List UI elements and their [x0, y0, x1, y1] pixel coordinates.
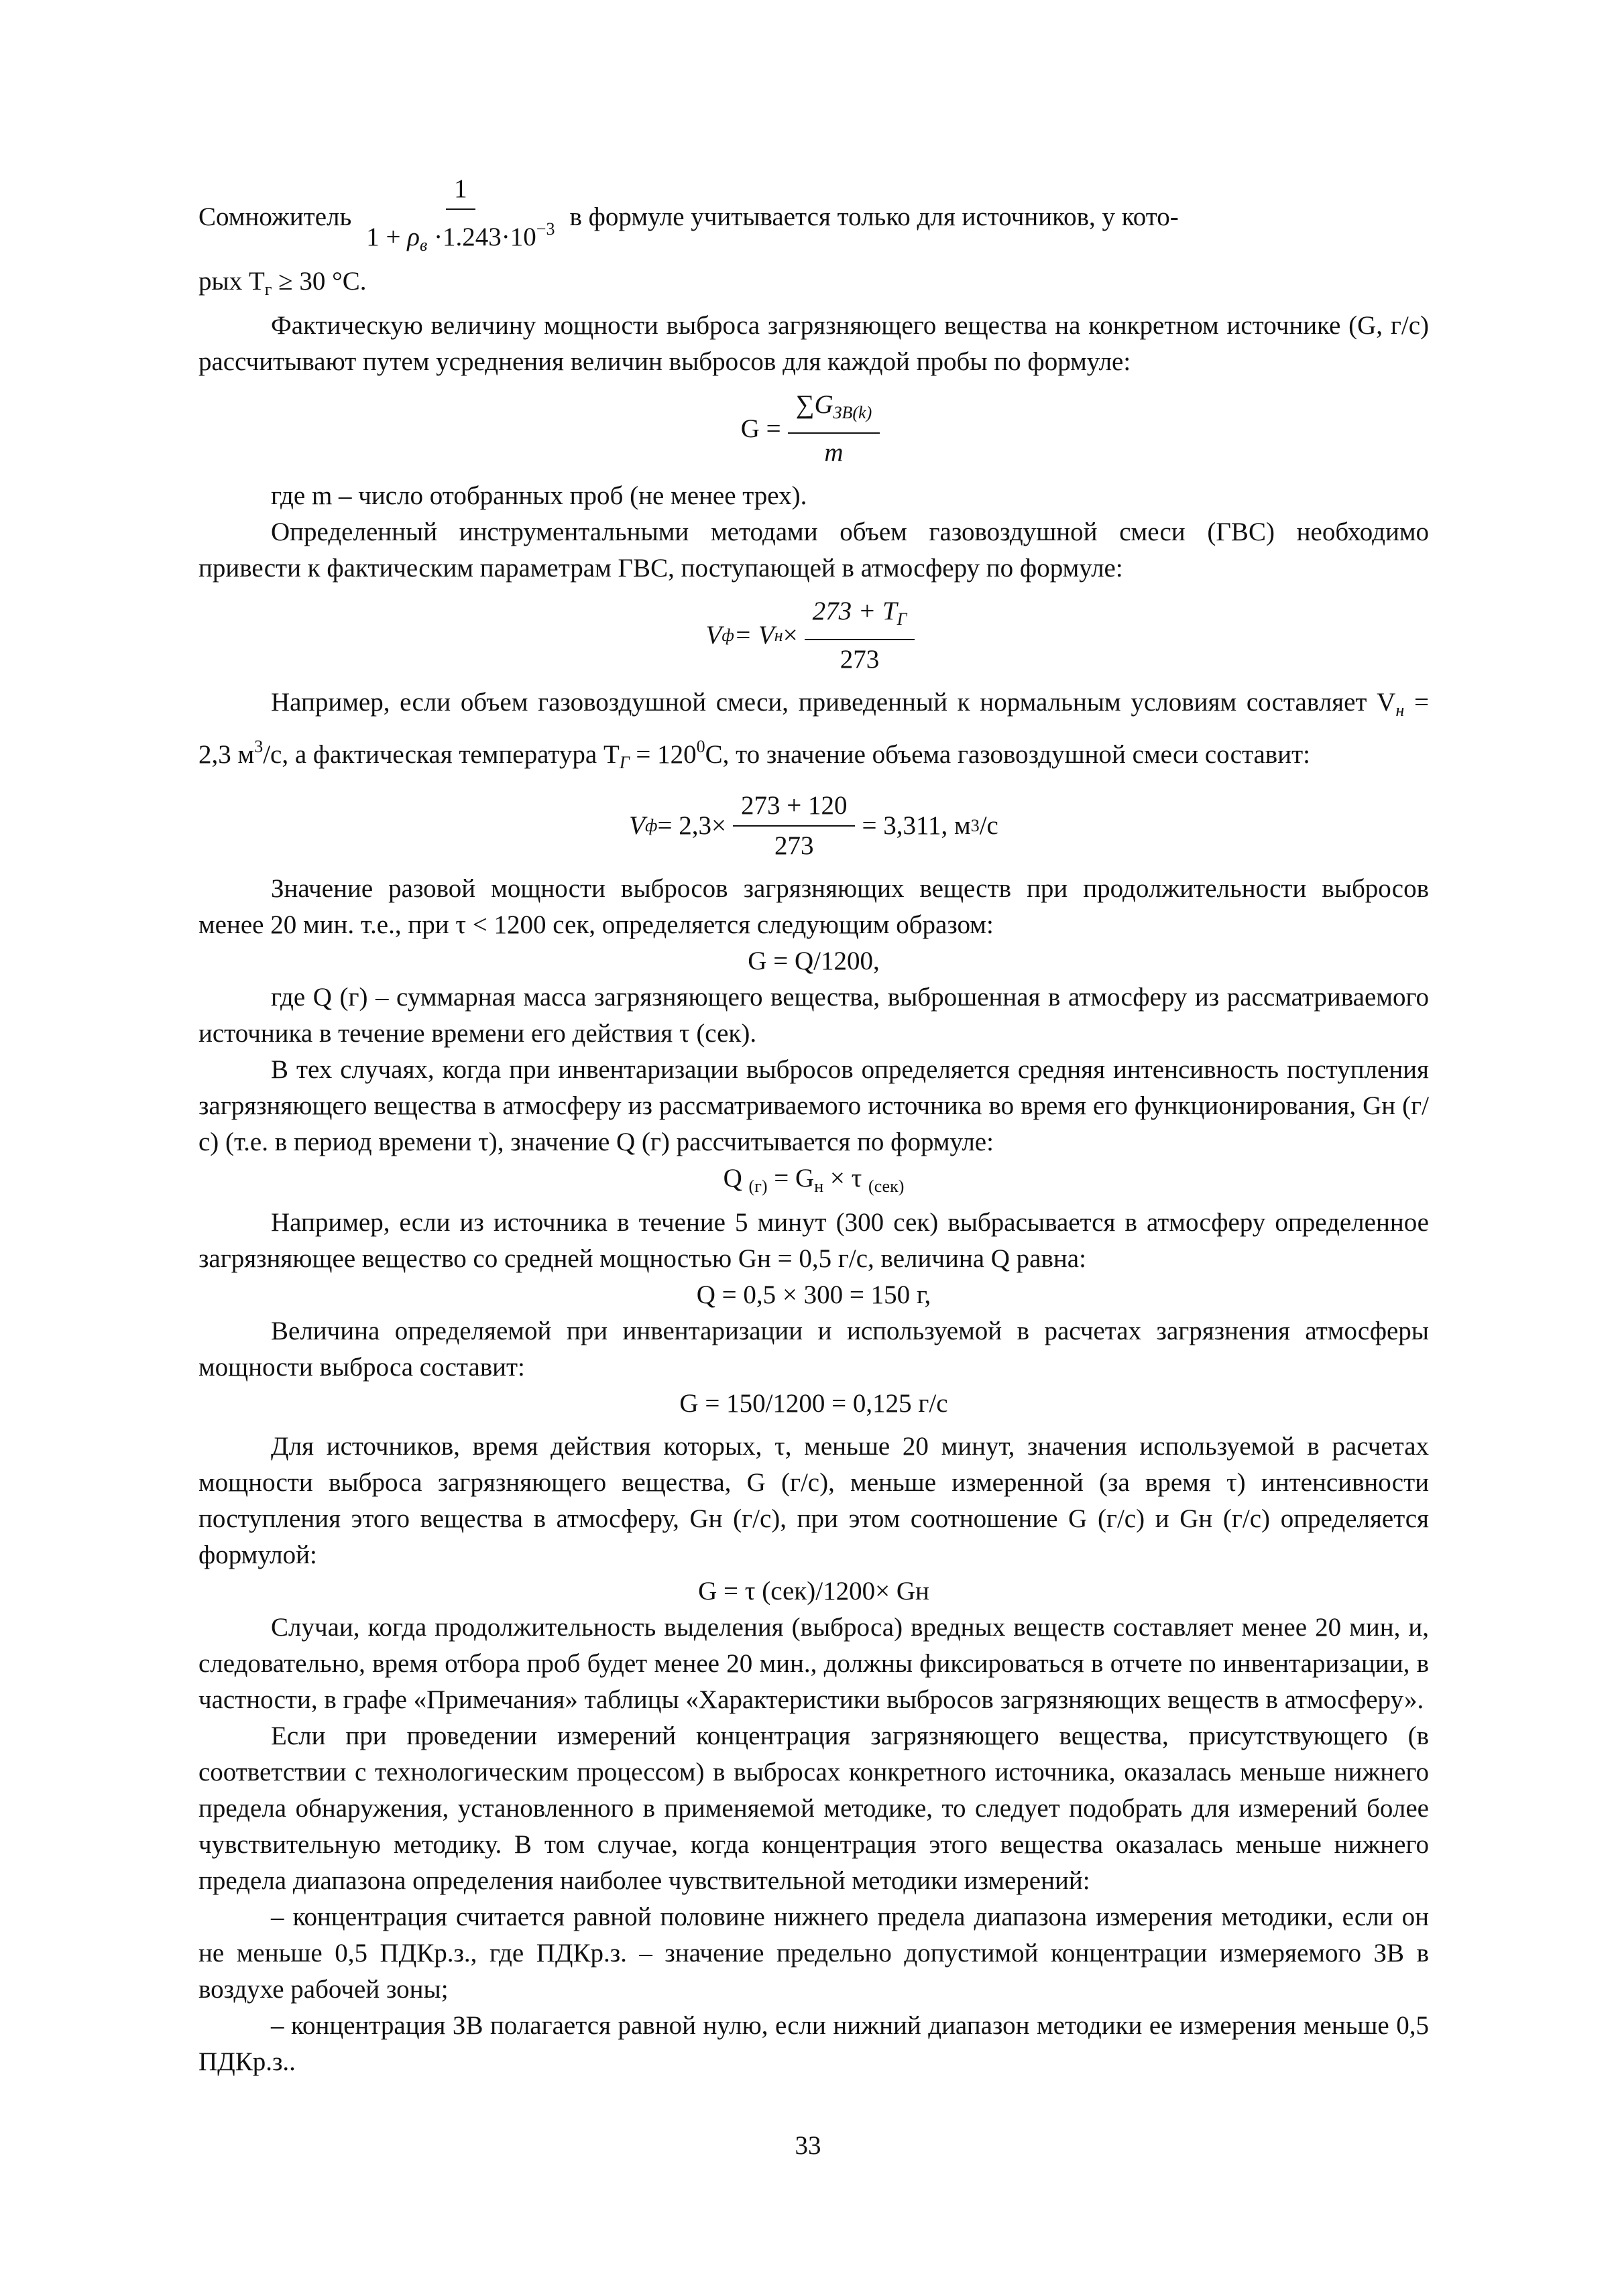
rhs-unit: /с [979, 811, 998, 840]
sum-symbol: ∑G [795, 390, 833, 419]
formula-g-q1200: G = Q/1200, [748, 947, 880, 975]
formula-g-0125: G = 150/1200 = 0,125 г/с [679, 1389, 948, 1418]
times-sign: × [783, 621, 798, 650]
paragraph-value: Величина определяемой при инвентаризации и используемой в расчетах загрязнения атмосферы мощности выброса составит: [198, 1317, 1429, 1382]
paragraph-where-m: где m – число отобранных проб (не менее трех). [271, 481, 807, 510]
fraction-numerator: 1 [446, 171, 475, 210]
formula-q-150: Q = 0,5 × 300 = 150 г, [696, 1280, 931, 1309]
sum-subscript: ЗВ(k) [833, 403, 872, 422]
paragraph-sources: Для источников, время действия которых, τ, меньше 20 минут, значения используемой в расчетах мощности выброса загрязняющего вещества, G (г/с), меньше измеренной (за время τ) интенсивности поступления этого вещества в атмосферу, Gн (г/с), при этом соотношение G (г/с) и Gн (г/с) определяется формулой: [198, 1432, 1429, 1569]
ex-text-c: /с, а фактическая температура T [263, 740, 620, 769]
formula-volume [198, 593, 1429, 678]
fraction-denominator: 273 [774, 831, 814, 860]
tau-text: × τ [823, 1164, 869, 1193]
multiplier-lead: Сомножитель [198, 202, 352, 231]
num-text: 273 + T [812, 597, 897, 625]
tau-subscript: (сек) [868, 1176, 905, 1196]
lhs-subscript: ф [722, 625, 734, 645]
formula-volume-example [198, 788, 1429, 864]
formula-g-tau: G = τ (сек)/1200× Gн [698, 1577, 929, 1606]
rho-symbol: ρ [407, 223, 420, 251]
paragraph-where-q: где Q (г) – суммарная масса загрязняющего вещества, выброшенная в атмосферу из рассматриваемого источника в течение времени его действия τ (сек). [198, 983, 1429, 1048]
page-body [198, 171, 1429, 2080]
formula-fraction [733, 788, 856, 864]
lhs-subscript: ф [644, 816, 658, 835]
den-exponent: −3 [536, 219, 555, 239]
formula-mid: = V [734, 621, 774, 650]
formula-lhs: V [629, 811, 645, 840]
paragraph-volume: Определенный инструментальными методами объем газовоздушной смеси (ГВС) необходимо привести к фактическим параметрам ГВС, поступающей в атмосферу по формуле: [198, 518, 1429, 583]
cont-end: ≥ 30 °С. [272, 267, 367, 296]
formula-lhs: V [705, 621, 722, 650]
fraction-denominator: 273 [840, 645, 880, 674]
den-part-a: 1 + [366, 223, 408, 251]
formula-g-average [198, 387, 1429, 471]
page-number: 33 [795, 2131, 821, 2160]
multiplier-continuation [198, 263, 1429, 308]
ex-sup-b: 0 [696, 737, 705, 756]
fraction-numerator [788, 387, 880, 434]
mid-subscript: н [774, 625, 783, 645]
formula-fraction [805, 593, 915, 678]
paragraph-actual-power: Фактическую величину мощности выброса загрязняющего вещества на конкретном источнике (G, г/с) рассчитывают путем усреднения величин выбросов для каждой пробы по формуле: [198, 311, 1429, 376]
multiplier-tail: в формуле учитывается только для источников, у кото- [569, 202, 1179, 231]
formula-lhs: G = [740, 414, 781, 443]
ex-text-e: С, то значение объема газовоздушной смеси составит: [705, 740, 1310, 769]
spacer [198, 1422, 1429, 1429]
num-subscript: Г [897, 609, 907, 629]
rhs-superscript: 3 [970, 816, 980, 835]
q-subscript: (г) [748, 1176, 768, 1196]
g-subscript: н [814, 1176, 824, 1196]
fraction-numerator [805, 593, 915, 640]
formula-q-grams [198, 1160, 1429, 1205]
cont-text: рых Т [198, 267, 265, 296]
cont-subscript: г [264, 280, 272, 299]
multiplier-fraction [358, 171, 563, 263]
paragraph-cases: В тех случаях, когда при инвентаризации выбросов определяется средняя интенсивность поступления загрязняющего вещества в атмосферу из рассматриваемого источника во время его функционирования, Gн (г/с) (т.е. в период времени τ), значение Q (г) рассчитывается по формуле: [198, 1055, 1429, 1156]
ex-text-a: Например, если объем газовоздушной смеси, приведенный к нормальным условиям составляет V [271, 688, 1396, 717]
formula-fraction [788, 387, 880, 471]
ex-sub-b: Г [619, 753, 630, 772]
paragraph-below-limit: Если при проведении измерений концентрация загрязняющего вещества, присутствующего (в соответствии с технологическим процессом) в выбросах конкретного источника, оказалась меньше нижнего предела обнаружения, установленного в применяемой методике, то следует подобрать для измерений более чувствительную методику. В том случае, когда концентрация этого вещества оказалась меньше нижнего предела диапазона определения наиболее чувствительной методики измерений: [198, 1721, 1429, 1895]
ex-text-b: = 2,3 м [198, 688, 1430, 769]
paragraph-short-duration: Случаи, когда продолжительность выделения (выброса) вредных веществ составляет менее 20 мин, и, следовательно, время отбора проб будет менее 20 мин., должны фиксироваться в отчете по инвентаризации, в частности, в графе «Примечания» таблицы «Характеристики выбросов загрязняющих веществ в атмосферу». [198, 1613, 1429, 1714]
fraction-numerator: 273 + 120 [733, 788, 856, 827]
multiplier-line [198, 171, 1429, 263]
fraction-denominator: m [824, 438, 844, 467]
den-part-b: ·1.243·10 [427, 223, 536, 251]
ex-sub-a: н [1395, 701, 1405, 720]
ex-text-d: = 120 [629, 740, 697, 769]
fraction-denominator [358, 210, 563, 263]
q-text: Q [723, 1164, 749, 1193]
paragraph-example-q: Например, если из источника в течение 5 минут (300 сек) выбрасывается в атмосферу определенное загрязняющее вещество со средней мощностью Gн = 0,5 г/с, величина Q равна: [198, 1208, 1429, 1273]
list-item: – концентрация ЗВ полагается равной нулю, если нижний диапазон методики ее измерения меньше 0,5 ПДКр.з.. [198, 2011, 1429, 2076]
formula-mid: = 2,3× [657, 811, 726, 840]
list-item: – концентрация считается равной половине нижнего предела диапазона измерения методики, если он не меньше 0,5 ПДКр.з., где ПДКр.з. – значение предельно допустимой концентрации измеряемого ЗВ в воздухе рабочей зоны; [198, 1902, 1429, 2004]
g-text: = G [767, 1164, 815, 1193]
ex-sup-a: 3 [254, 737, 264, 756]
formula-rhs: = 3,311, м [862, 811, 971, 840]
paragraph-single-power: Значение разовой мощности выбросов загрязняющих веществ при продолжительности выбросов менее 20 мин. т.е., при τ < 1200 сек, определяется следующим образом: [198, 874, 1429, 939]
paragraph-example-volume [198, 684, 1429, 781]
rho-subscript: в [420, 235, 428, 255]
